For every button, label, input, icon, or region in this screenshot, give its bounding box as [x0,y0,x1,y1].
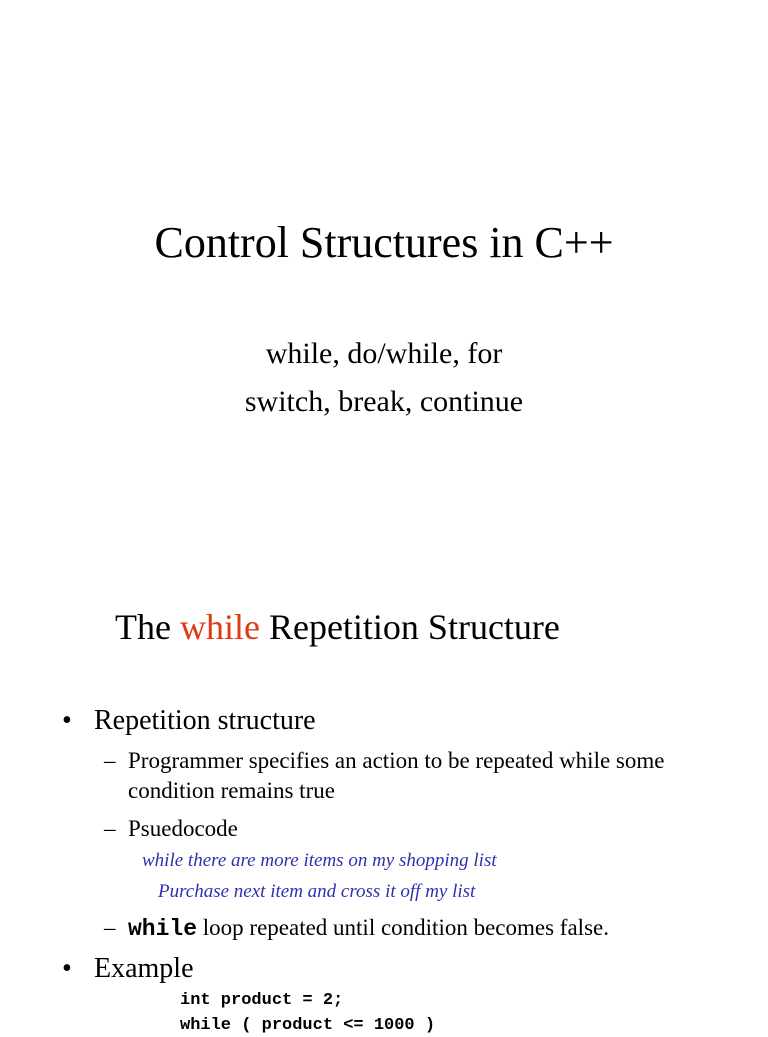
while-slide-title [115,607,560,647]
while-slide [0,512,768,1035]
bullet-label: Repetition structure [94,705,316,736]
title-prefix: The [115,607,180,647]
bullet-example [62,953,194,985]
bullet-repetition-structure [62,705,316,737]
while-keyword: while [128,916,198,942]
bullet-label: Example [94,953,194,984]
sub-bullet-text: Psuedocode [128,816,238,841]
code-line-1: int product = 2; [180,991,344,1010]
bullet-dot-icon: • [62,953,72,984]
dash-icon: – [104,816,116,841]
bullet-dot-icon: • [62,705,72,736]
sub-bullet-pseudocode [104,814,238,844]
title-keyword: while [179,607,260,647]
title-slide [0,0,768,512]
sub-bullet-programmer [104,746,684,806]
sub-bullet-text: Programmer specifies an action to be repeated while some condition remains true [128,748,665,803]
title-suffix: Repetition Structure [259,607,560,647]
sub-bullet-text [128,913,609,944]
sub-bullet-while-loop [104,913,609,944]
code-line-2: while ( product <= 1000 ) [180,1016,436,1035]
pseudocode-line-1: while there are more items on my shopping list [142,850,497,871]
subtitle-line-1: while, do/while, for [265,337,503,370]
slide-title: Control Structures in C++ [154,218,614,267]
dash-icon: – [104,748,116,773]
dash-icon: – [104,915,116,940]
while-loop-description: loop repeated until condition becomes false. [197,915,609,940]
pseudocode-line-2: Purchase next item and cross it off my list [158,881,476,902]
subtitle-line-2: switch, break, continue [244,385,524,418]
